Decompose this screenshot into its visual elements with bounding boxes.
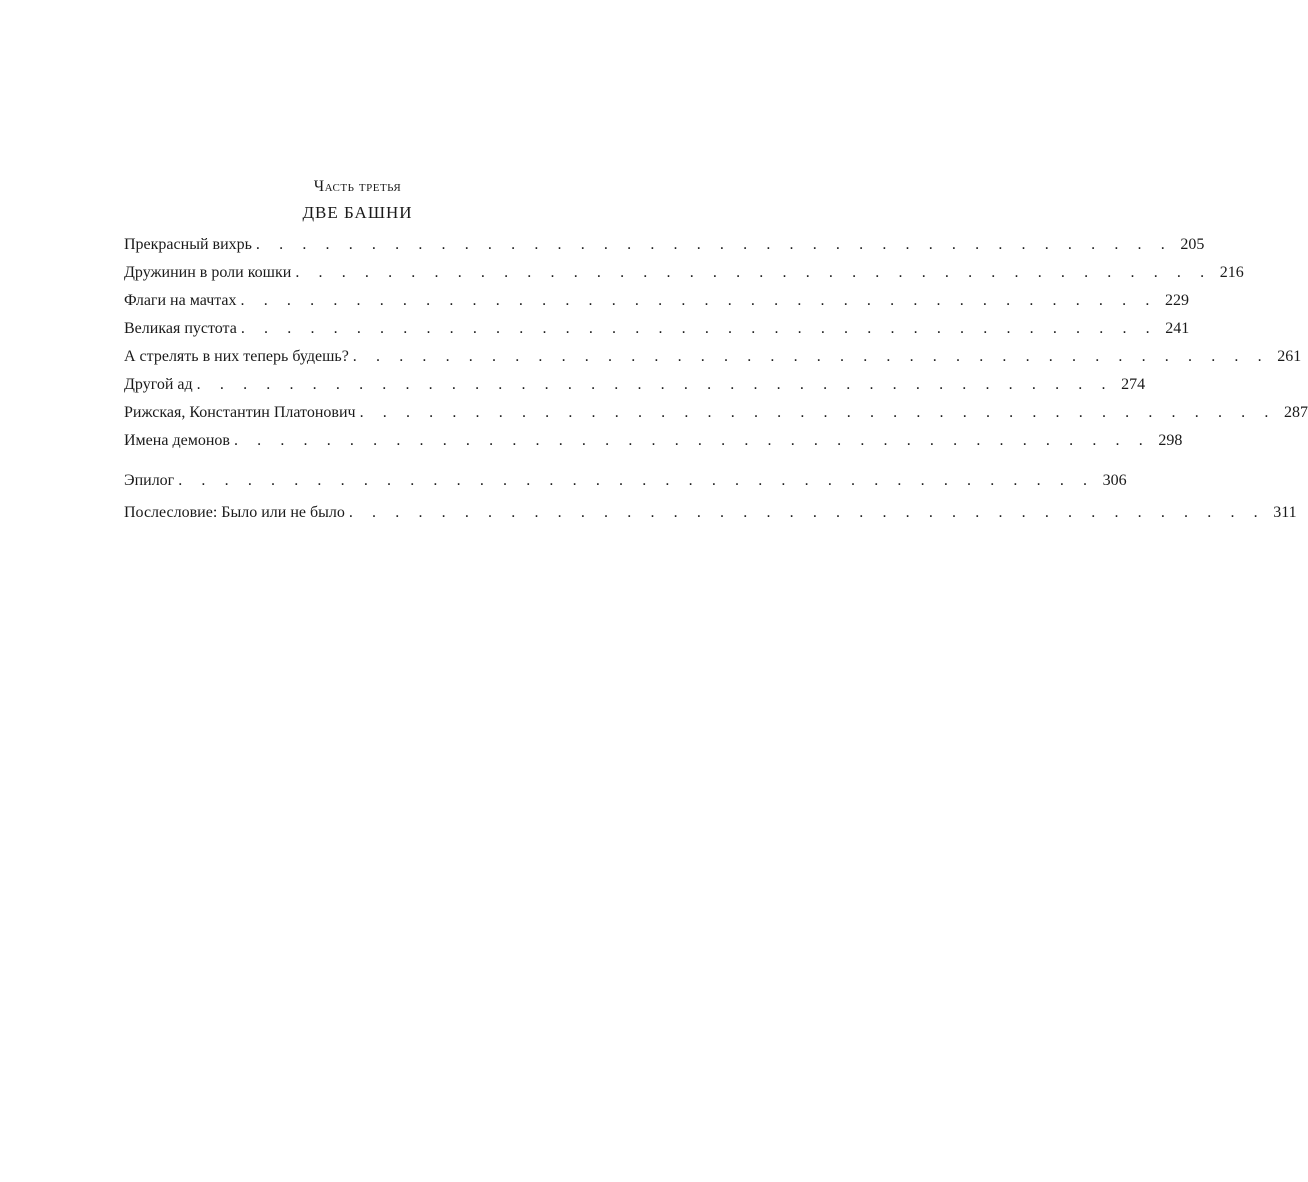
toc-entry: [124, 287, 1189, 315]
toc-entry-page: 261: [1277, 348, 1302, 365]
toc-entry-title: Эпилог: [124, 472, 175, 489]
toc-entry-page: 306: [1102, 472, 1127, 489]
toc-entry-title: Дружинин в роли кошки: [124, 264, 292, 281]
toc-entry-title: Рижская, Константин Платонович: [124, 404, 356, 421]
toc-entry-title: Послесловие: Было или не было: [124, 504, 345, 521]
toc-entry-page: 241: [1165, 320, 1190, 337]
toc-entry: [124, 399, 1308, 427]
toc-entry-page: 229: [1164, 292, 1189, 309]
toc-entry-page: 298: [1158, 432, 1183, 449]
dot-leader: . . . . . . . . . . . . . . . . . . . . . . . . . . . . . . . . . . . . . . . .: [359, 404, 1276, 421]
toc-entry-page: 274: [1121, 376, 1146, 393]
dot-leader: . . . . . . . . . . . . . . . . . . . . . . . . . . . . . . . . . . . . . . . .: [255, 236, 1173, 253]
dot-leader: . . . . . . . . . . . . . . . . . . . . . . . . . . . . . . . . . . . . . . . .: [233, 432, 1151, 449]
toc-entry: [124, 343, 1302, 371]
toc-entry-page: 287: [1283, 404, 1308, 421]
toc-entry-title: А стрелять в них теперь будешь?: [124, 348, 349, 365]
part-label: Часть третья: [313, 178, 402, 195]
dot-leader: . . . . . . . . . . . . . . . . . . . . . . . . . . . . . . . . . . . . . . . .: [240, 292, 1157, 309]
dot-leader: . . . . . . . . . . . . . . . . . . . . . . . . . . . . . . . . . . . . . . . .: [295, 264, 1212, 281]
toc-entry-title: Прекрасный вихрь: [124, 236, 252, 253]
toc-entry: [124, 231, 1205, 259]
dot-leader: . . . . . . . . . . . . . . . . . . . . . . . . . . . . . . . . . . . . . . . .: [178, 472, 1095, 489]
part-title: ДВЕ БАШНИ: [302, 203, 413, 222]
toc-entry: [124, 371, 1146, 399]
toc-entry: [124, 427, 1183, 455]
toc-entry-title: Имена демонов: [124, 432, 230, 449]
toc-entry-afterword: [124, 499, 1297, 527]
dot-leader: . . . . . . . . . . . . . . . . . . . . . . . . . . . . . . . . . . . . . . . .: [240, 320, 1158, 337]
toc-entry-page: 216: [1219, 264, 1244, 281]
dot-leader: . . . . . . . . . . . . . . . . . . . . . . . . . . . . . . . . . . . . . . . .: [348, 504, 1266, 521]
toc-entry-title: Другой ад: [124, 376, 193, 393]
toc-entry-title: Флаги на мачтах: [124, 292, 237, 309]
table-of-contents: [124, 231, 1308, 527]
toc-entry-page: 205: [1180, 236, 1205, 253]
toc-entry-title: Великая пустота: [124, 320, 237, 337]
toc-entry-epilogue: [124, 467, 1127, 495]
dot-leader: . . . . . . . . . . . . . . . . . . . . . . . . . . . . . . . . . . . . . . . .: [196, 376, 1114, 393]
toc-entry: [124, 315, 1190, 343]
toc-entry-page: 311: [1273, 504, 1297, 521]
toc-entry: [124, 259, 1244, 287]
dot-leader: . . . . . . . . . . . . . . . . . . . . . . . . . . . . . . . . . . . . . . . .: [352, 348, 1270, 365]
